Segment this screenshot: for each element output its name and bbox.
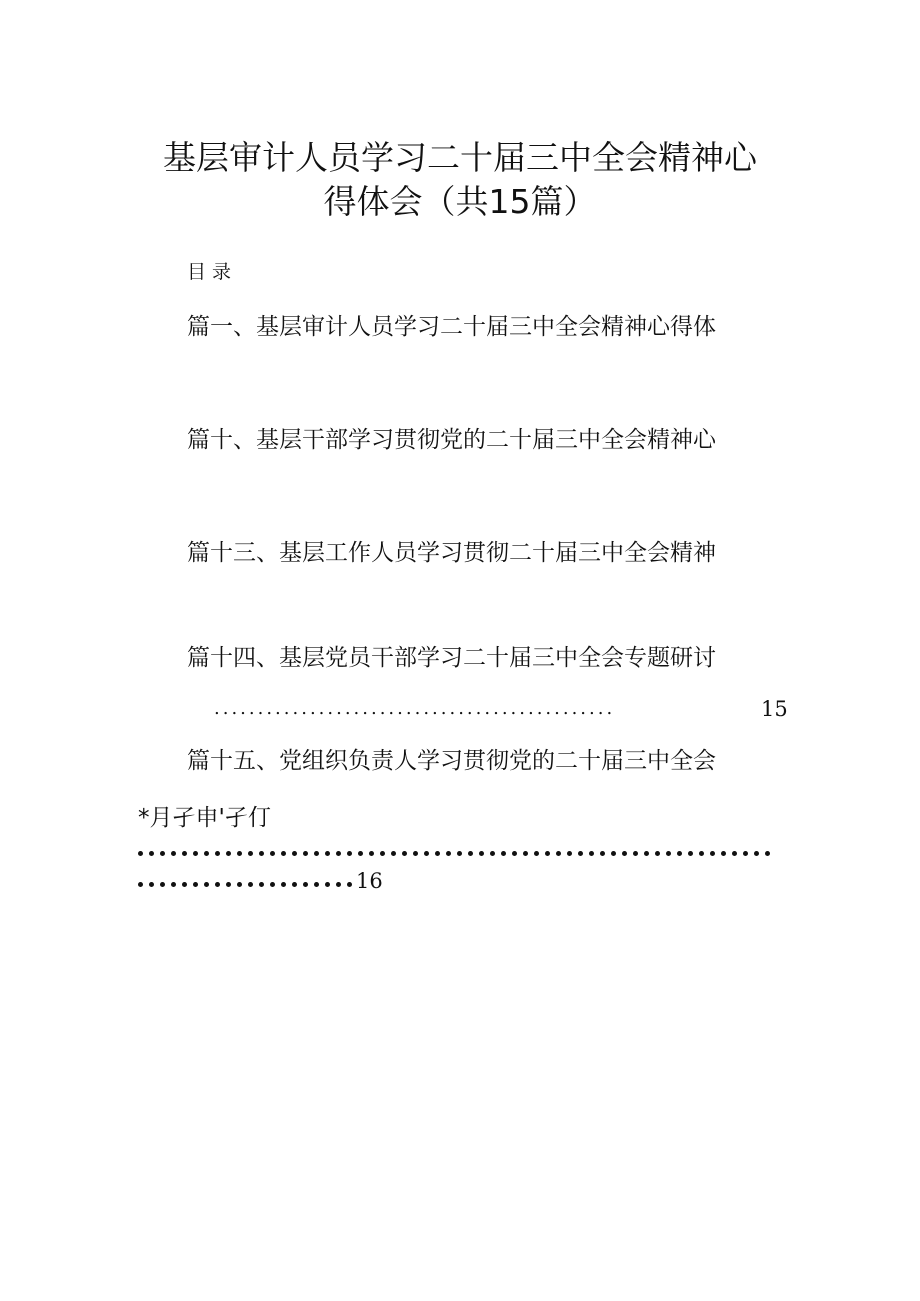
- leader-dot: [765, 851, 770, 856]
- leader-dot: [556, 851, 561, 856]
- leader-dot: [699, 851, 704, 856]
- leader-dot: [149, 851, 154, 856]
- leader-dot: [237, 882, 242, 887]
- toc-page-number-last: 16: [356, 869, 383, 893]
- leader-dot: [182, 882, 187, 887]
- leader-dot: [545, 851, 550, 856]
- leader-dot: [193, 851, 198, 856]
- leader-dot: [325, 851, 330, 856]
- leader-dot: [490, 851, 495, 856]
- toc-leader-dots-row-2: [138, 874, 358, 888]
- leader-dot: [754, 851, 759, 856]
- leader-dot: [281, 882, 286, 887]
- leader-dot: [270, 882, 275, 887]
- leader-dot: [281, 851, 286, 856]
- leader-dot: [534, 851, 539, 856]
- leader-dot: [600, 851, 605, 856]
- leader-dot: [413, 851, 418, 856]
- leader-dot: [677, 851, 682, 856]
- leader-dot: [710, 851, 715, 856]
- leader-dot: [215, 882, 220, 887]
- leader-dot: [622, 851, 627, 856]
- leader-dot: [424, 851, 429, 856]
- leader-dot: [380, 851, 385, 856]
- toc-entry-10[interactable]: 篇十、基层干部学习贯彻党的二十届三中全会精神心: [187, 427, 716, 453]
- leader-dot: [171, 882, 176, 887]
- leader-dot: [732, 851, 737, 856]
- leader-dot: [589, 851, 594, 856]
- leader-dot: [468, 851, 473, 856]
- leader-dot: [633, 851, 638, 856]
- leader-dot: [644, 851, 649, 856]
- leader-dot: [611, 851, 616, 856]
- toc-leader-dots-row-1: [138, 843, 778, 857]
- leader-dot: [501, 851, 506, 856]
- leader-dot: [369, 851, 374, 856]
- toc-page-number: 15: [761, 697, 788, 721]
- garbled-text-line: *月孑申'孑仃: [138, 805, 271, 831]
- leader-dot: [567, 851, 572, 856]
- leader-dot: [182, 851, 187, 856]
- leader-dot: [688, 851, 693, 856]
- toc-entry-15[interactable]: 篇十五、党组织负责人学习贯彻党的二十届三中全会: [187, 748, 716, 774]
- leader-dot: [160, 882, 165, 887]
- leader-dot: [193, 882, 198, 887]
- leader-dot: [259, 882, 264, 887]
- leader-dot: [446, 851, 451, 856]
- leader-dot: [655, 851, 660, 856]
- document-title-line-2: 得体会（共15篇）: [323, 182, 597, 221]
- leader-dot: [402, 851, 407, 856]
- leader-dot: [237, 851, 242, 856]
- leader-dot: [435, 851, 440, 856]
- leader-dot: [512, 851, 517, 856]
- leader-dot: [666, 851, 671, 856]
- leader-dot: [523, 851, 528, 856]
- document-title-line-1: 基层审计人员学习二十届三中全会精神心: [163, 138, 757, 177]
- toc-entry-1[interactable]: 篇一、基层审计人员学习二十届三中全会精神心得体: [187, 314, 716, 340]
- leader-dot: [160, 851, 165, 856]
- leader-dot: [479, 851, 484, 856]
- leader-dot: [138, 851, 143, 856]
- leader-dot: [248, 882, 253, 887]
- toc-leader-dots: ..............................................: [214, 698, 616, 719]
- leader-dot: [303, 851, 308, 856]
- toc-entry-14[interactable]: 篇十四、基层党员干部学习二十届三中全会专题研讨: [187, 645, 716, 671]
- leader-dot: [347, 882, 352, 887]
- leader-dot: [325, 882, 330, 887]
- leader-dot: [149, 882, 154, 887]
- leader-dot: [303, 882, 308, 887]
- leader-dot: [204, 882, 209, 887]
- leader-dot: [226, 851, 231, 856]
- toc-heading: 目录: [187, 261, 238, 283]
- leader-dot: [578, 851, 583, 856]
- leader-dot: [270, 851, 275, 856]
- leader-dot: [457, 851, 462, 856]
- leader-dot: [336, 851, 341, 856]
- leader-dot: [721, 851, 726, 856]
- leader-dot: [743, 851, 748, 856]
- leader-dot: [391, 851, 396, 856]
- leader-dot: [292, 851, 297, 856]
- leader-dot: [226, 882, 231, 887]
- leader-dot: [358, 851, 363, 856]
- leader-dot: [171, 851, 176, 856]
- leader-dot: [138, 882, 143, 887]
- leader-dot: [204, 851, 209, 856]
- leader-dot: [314, 882, 319, 887]
- leader-dot: [336, 882, 341, 887]
- leader-dot: [248, 851, 253, 856]
- leader-dot: [347, 851, 352, 856]
- leader-dot: [292, 882, 297, 887]
- leader-dot: [215, 851, 220, 856]
- toc-entry-13[interactable]: 篇十三、基层工作人员学习贯彻二十届三中全会精神: [187, 540, 716, 566]
- leader-dot: [314, 851, 319, 856]
- leader-dot: [259, 851, 264, 856]
